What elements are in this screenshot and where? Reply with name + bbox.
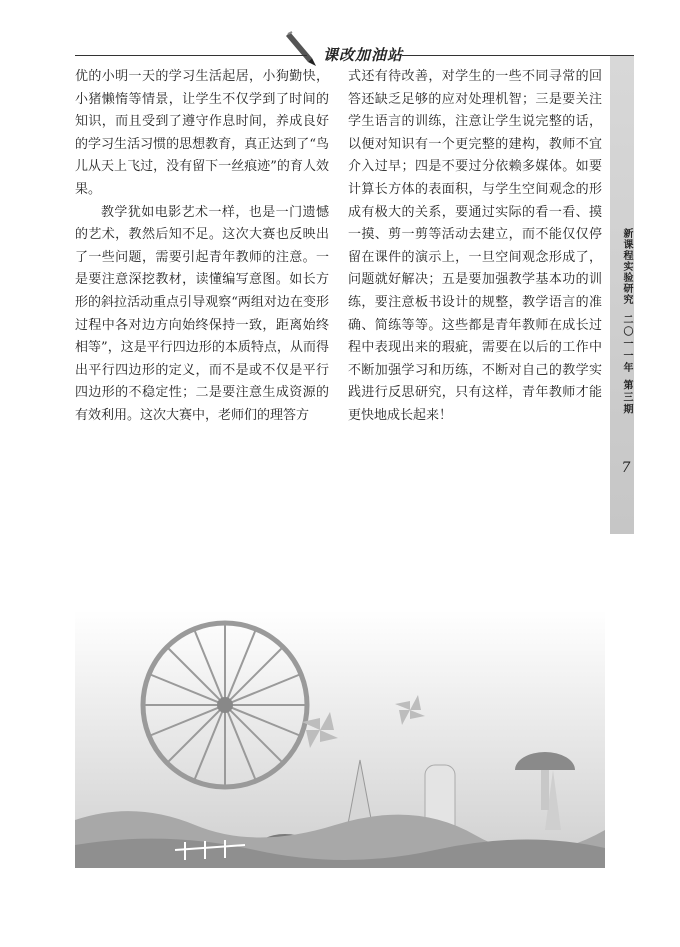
amusement-park-illustration xyxy=(75,610,605,868)
paragraph: 式还有待改善，对学生的一些不同寻常的回答还缺乏足够的应对处理机智；三是要关注学生语言的训练，注意让学生说完整的话，以便对知识有一个更完整的建构，教师不宜介入过早；四是不要过分依赖多媒体。如要计算长方体的表面积，与学生空间观念的形成有极大的关系，要通过实际的看一看、摸一摸、剪一剪等活动去建立，而不能仅仅停留在课件的演示上，一旦空间观念形成了，问题就好解决；五是要加强教学基本功的训练，要注意板书设计的规整，教学语言的准确、简练等等。这些都是青年教师在成长过程中表现出来的瑕疵，需要在以后的工作中不断加强学习和历练，不断对自己的教学实践进行反思研究，只有这样，青年教师才能更快地成长起来！ xyxy=(348,69,602,423)
header-rule-right xyxy=(402,55,634,56)
issue-label: 二〇一一年 第三期 xyxy=(621,314,632,416)
section-title: 课改加油站 xyxy=(323,46,404,64)
text-column-left xyxy=(75,66,329,428)
paragraph: 优的小明一天的学习生活起居，小狗勤快，小猪懒惰等情景，让学生不仅学到了时间的知识，而且受到了遵守作息时间，养成良好的学习生活习惯的思想教育，真正达到了“鸟儿从天上飞过，没有留下一丝痕迹”的育人效果。 xyxy=(75,69,329,197)
paragraph: 教学犹如电影艺术一样，也是一门遗憾的艺术，教然后知不足。这次大赛也反映出了一些问题，需要引起青年教师的注意。一是要注意深挖教材，读懂编写意图。如长方形的斜拉活动重点引导观察“两组对边在变形过程中各对边方向始终保持一致，距离始终相等”，这是平行四边形的本质特点，从而得出平行四边形的定义，而不是或不仅是平行四边形的不稳定性；二是要注意生成资源的有效利用。这次大赛中，老师们的理答方 xyxy=(75,204,329,423)
journal-name: 新课程实验研究 xyxy=(621,228,632,305)
ferris-wheel-icon xyxy=(143,623,307,787)
header-rule-left xyxy=(75,55,307,56)
text-column-right xyxy=(348,66,602,428)
page-number: 7 xyxy=(621,460,631,476)
pen-icon xyxy=(282,28,322,68)
